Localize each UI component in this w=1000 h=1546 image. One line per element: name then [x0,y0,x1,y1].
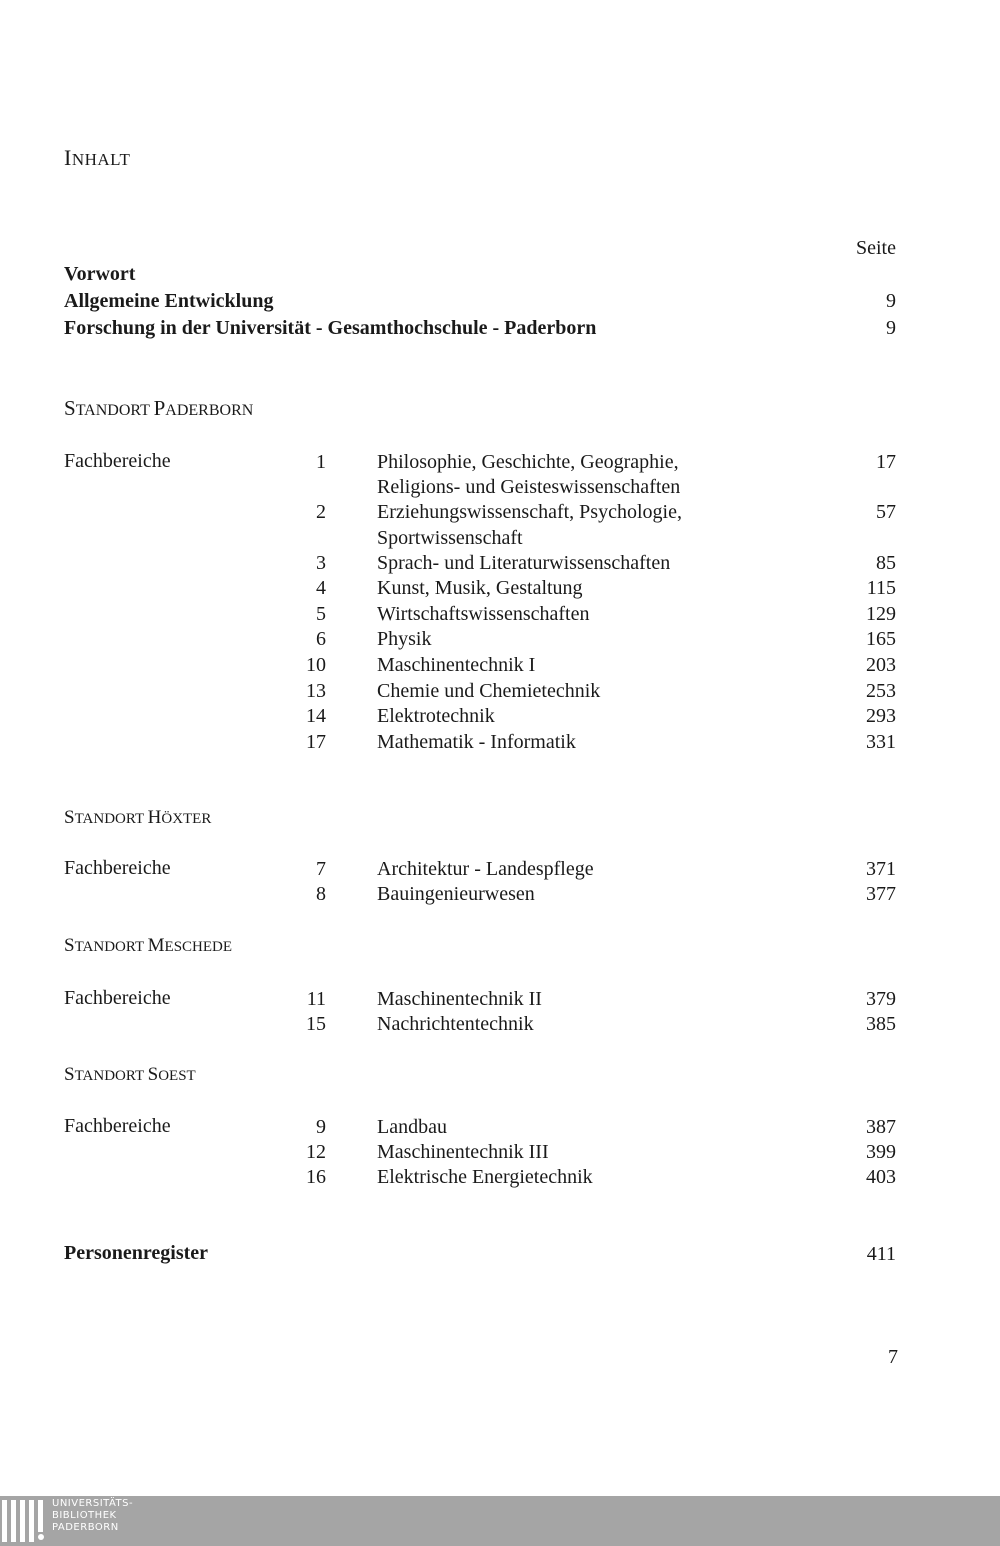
faculty-name: Elektrotechnik [377,705,495,727]
faculty-name: Erziehungswissenschaft, Psychologie, [377,501,682,523]
faculty-page: 403 [866,1166,896,1188]
faculty-name: Maschinentechnik III [377,1141,549,1163]
faculty-number: 10 [306,654,326,676]
faculty-number: 1 [316,451,326,473]
faculty-page: 165 [866,628,896,650]
page-number: 7 [888,1346,898,1368]
faculty-name-continued: Religions- und Geisteswissenschaften [377,476,681,498]
group-label: Fachbereiche [64,987,171,1009]
faculty-name-continued: Sportwissenschaft [377,527,523,549]
faculty-page: 293 [866,705,896,727]
faculty-name: Sprach- und Literaturwissenschaften [377,552,671,574]
faculty-number: 2 [316,501,326,523]
faculty-page: 387 [866,1116,896,1138]
faculty-page: 399 [866,1141,896,1163]
faculty-name: Philosophie, Geschichte, Geographie, [377,451,679,473]
library-name: UNIVERSITÄTS- BIBLIOTHEK PADERBORN [52,1498,134,1533]
faculty-page: 85 [876,552,896,574]
faculty-number: 4 [316,577,326,599]
toc-page-number: 9 [886,317,896,339]
faculty-name: Bauingenieurwesen [377,883,535,905]
group-label: Fachbereiche [64,857,171,879]
toc-entry-personenregister: Personenregister [64,1242,209,1264]
faculty-page: 17 [876,451,896,473]
faculty-name: Elektrische Energietechnik [377,1166,593,1188]
section-heading-paderborn: STANDORT PADERBORN [64,396,254,420]
page-column-label: Seite [856,237,896,259]
faculty-name: Mathematik - Informatik [377,731,576,753]
faculty-number: 15 [306,1013,326,1035]
toc-entry-forschung: Forschung in der Universität - Gesamthochschule - Paderborn [64,317,597,339]
library-logo-dot [38,1534,44,1540]
faculty-page: 377 [866,883,896,905]
faculty-number: 9 [316,1116,326,1138]
faculty-number: 5 [316,603,326,625]
toc-entry-allgemeine-entwicklung: Allgemeine Entwicklung [64,290,274,312]
faculty-name: Landbau [377,1116,447,1138]
faculty-page: 253 [866,680,896,702]
faculty-name: Maschinentechnik II [377,988,542,1010]
section-heading-soest: STANDORT SOEST [64,1064,196,1085]
faculty-number: 7 [316,858,326,880]
faculty-page: 385 [866,1013,896,1035]
faculty-name: Physik [377,628,432,650]
faculty-name: Architektur - Landespflege [377,858,594,880]
group-label: Fachbereiche [64,1115,171,1137]
faculty-page: 331 [866,731,896,753]
faculty-page: 379 [866,988,896,1010]
faculty-name: Chemie und Chemietechnik [377,680,601,702]
group-label: Fachbereiche [64,450,171,472]
section-heading-meschede: STANDORT MESCHEDE [64,935,233,956]
faculty-number: 3 [316,552,326,574]
faculty-page: 57 [876,501,896,523]
toc-page-number: 9 [886,290,896,312]
faculty-number: 6 [316,628,326,650]
library-footer [0,1496,1000,1546]
faculty-number: 8 [316,883,326,905]
faculty-page: 115 [866,577,896,599]
faculty-name: Wirtschaftswissenschaften [377,603,590,625]
faculty-number: 14 [306,705,326,727]
section-heading-hoexter: STANDORT HÖXTER [64,807,212,828]
faculty-number: 12 [306,1141,326,1163]
faculty-page: 371 [866,858,896,880]
toc-page-number: 411 [866,1243,896,1265]
faculty-page: 203 [866,654,896,676]
faculty-number: 11 [306,988,326,1010]
page-title: INHALT [64,145,131,170]
faculty-number: 17 [306,731,326,753]
faculty-name: Nachrichtentechnik [377,1013,534,1035]
faculty-name: Kunst, Musik, Gestaltung [377,577,583,599]
faculty-number: 13 [306,680,326,702]
faculty-page: 129 [866,603,896,625]
faculty-name: Maschinentechnik I [377,654,536,676]
faculty-number: 16 [306,1166,326,1188]
toc-entry-vorwort: Vorwort [64,263,136,285]
